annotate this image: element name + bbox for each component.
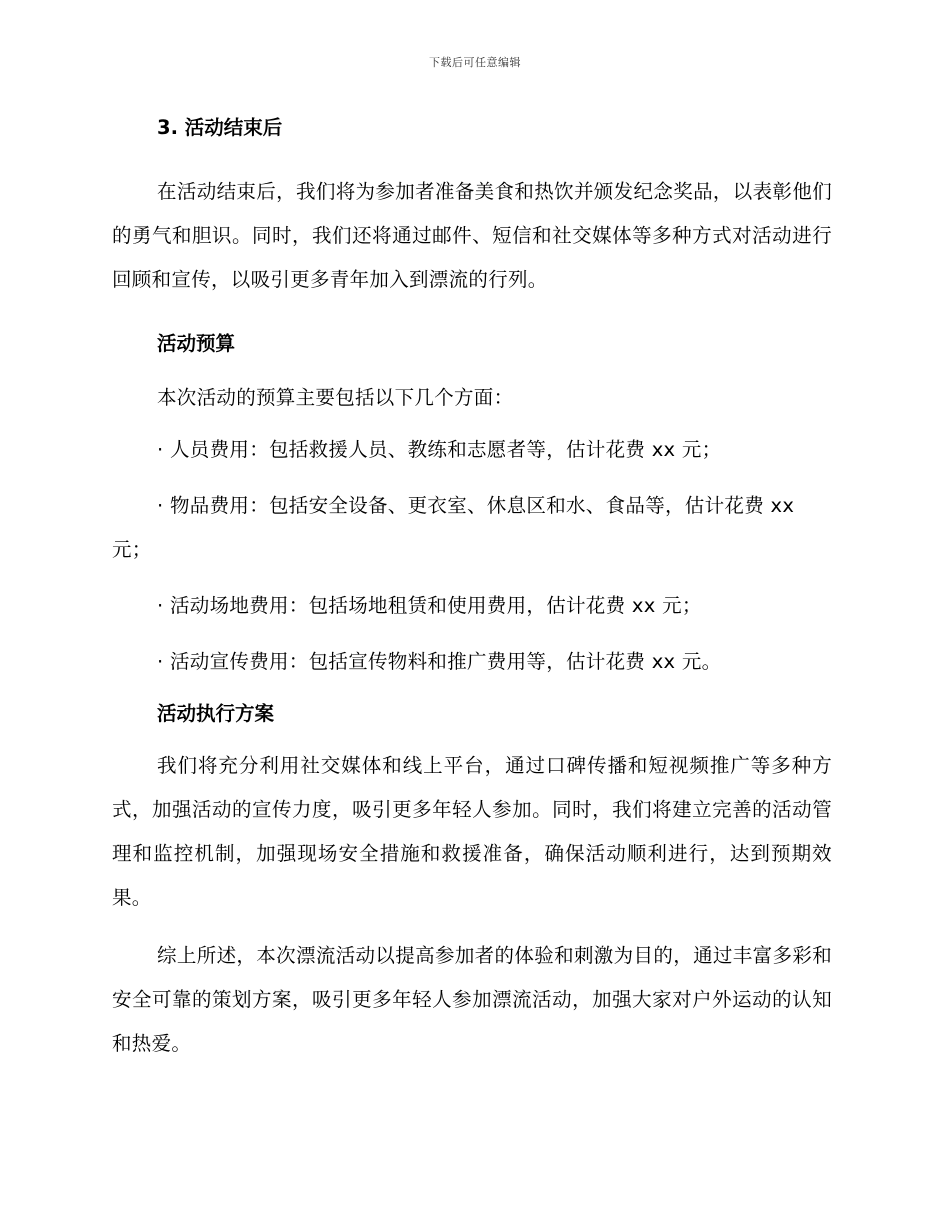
budget-item-supplies: · 物品费用：包括安全设备、更衣室、休息区和水、食品等，估计花费 xx 元； <box>112 494 795 561</box>
budget-item-promotion: · 活动宣传费用：包括宣传物料和推广费用等，估计花费 xx 元。 <box>157 650 722 673</box>
budget-intro: 本次活动的预算主要包括以下几个方面： <box>157 386 514 409</box>
page-header: 下载后可任意编辑 <box>429 56 521 69</box>
after-event-paragraph: 在活动结束后，我们将为参加者准备美食和热饮并颁发纪念奖品，以表彰他们的勇气和胆识。同时，我们还将通过邮件、短信和社交媒体等多种方式对活动进行回顾和宣传，以吸引更多青年加入到漂流的行列。 <box>112 180 832 291</box>
document-body <box>112 112 832 1066</box>
summary-paragraph: 综上所述，本次漂流活动以提高参加者的体验和刺激为目的，通过丰富多彩和安全可靠的策划方案，吸引更多年轻人参加漂流活动，加强大家对户外运动的认知和热爱。 <box>112 944 832 1055</box>
section-heading-execution: 活动执行方案 <box>157 702 275 725</box>
budget-item-personnel: · 人员费用：包括救援人员、教练和志愿者等，估计花费 xx 元； <box>157 438 722 461</box>
section-heading-after-event: 3. 活动结束后 <box>157 116 283 139</box>
execution-paragraph: 我们将充分利用社交媒体和线上平台，通过口碑传播和短视频推广等多种方式，加强活动的宣传力度，吸引更多年轻人参加。同时，我们将建立完善的活动管理和监控机制，加强现场安全措施和救援准备，确保活动顺利进行，达到预期效果。 <box>112 754 832 909</box>
section-heading-budget: 活动预算 <box>157 332 236 355</box>
budget-item-venue: · 活动场地费用：包括场地租赁和使用费用，估计花费 xx 元； <box>157 594 702 617</box>
